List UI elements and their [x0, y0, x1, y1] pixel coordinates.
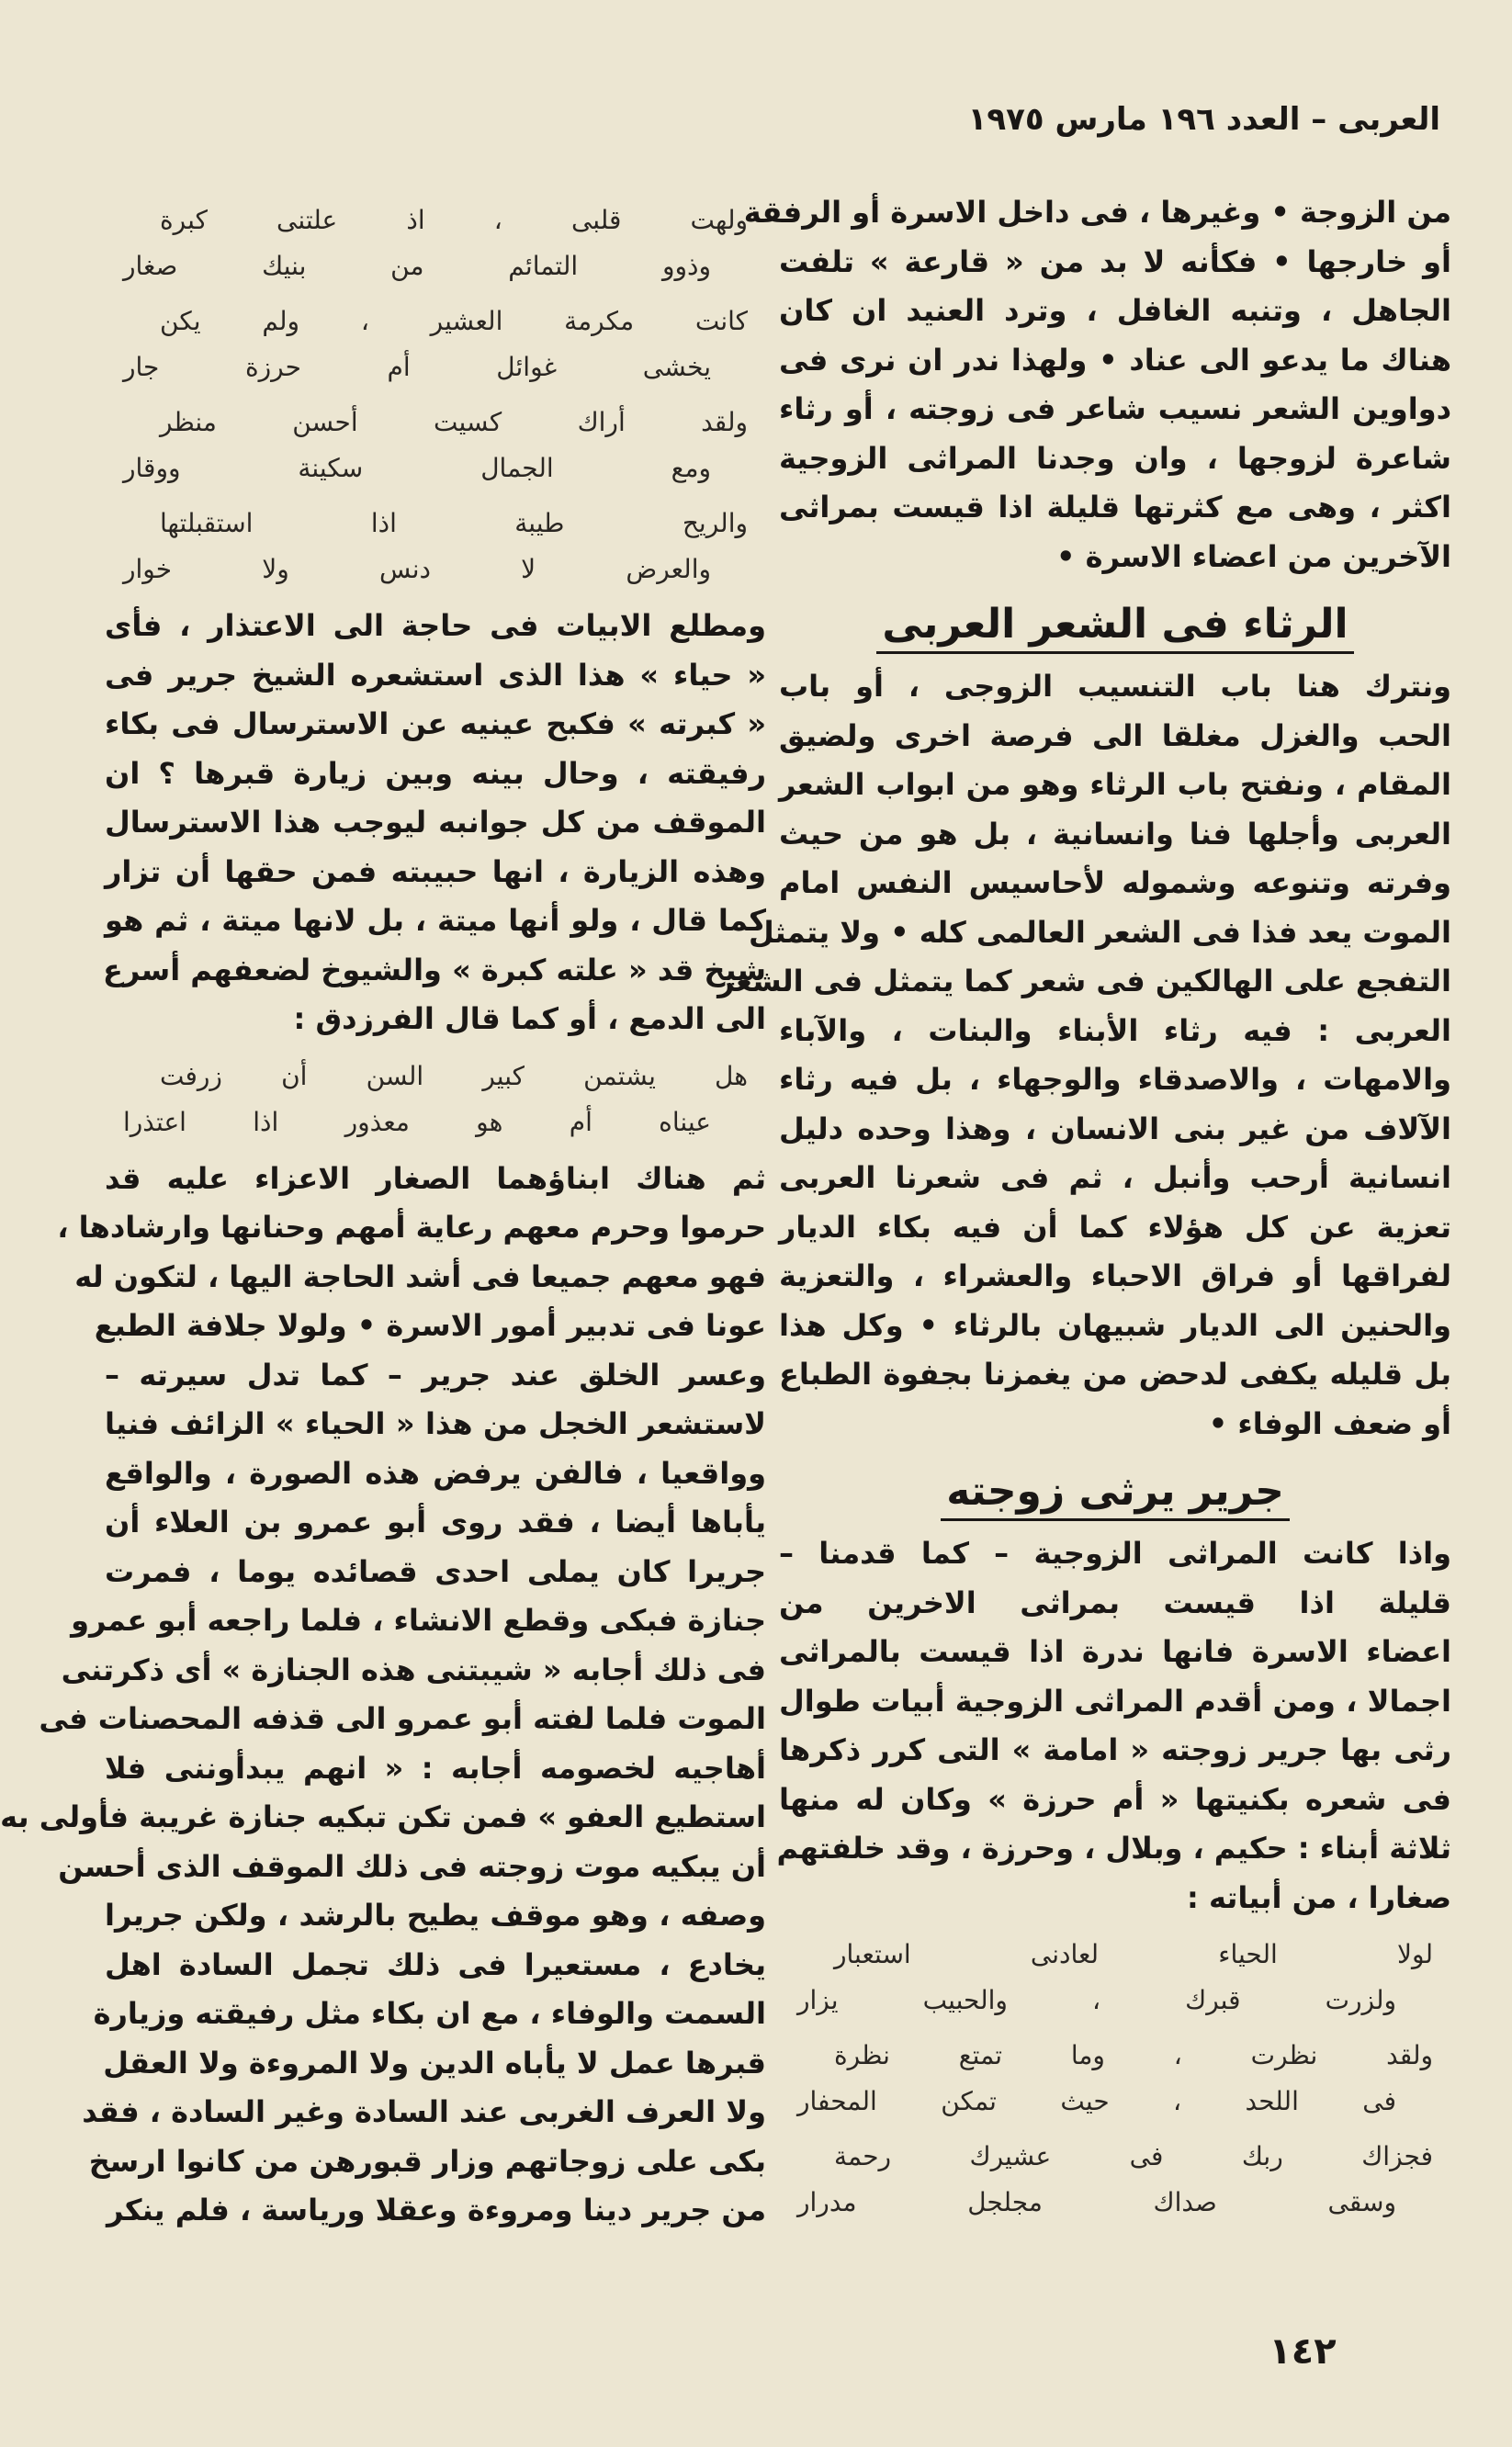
- verse-line: هل يشتمن كبير السن أن زرفت: [160, 1060, 748, 1091]
- text-line: التفجع على الهالكين فى شعر كما يتمثل فى الشعر: [717, 964, 1451, 998]
- text-line: شاعرة لزوجها ، وان وجدنا المراثى الزوجية: [779, 440, 1451, 476]
- text-line: ونترك هنا باب التنسيب الزوجى ، أو باب: [779, 669, 1451, 704]
- text-line: بل قليله يكفى لدحض من يغمزنا بجفوة الطباع: [779, 1357, 1451, 1392]
- text-line: فى شعره بكنيتها « أم حرزة » وكان له منها: [779, 1781, 1451, 1817]
- text-line: شيخ قد « علته كبرة » والشيوخ لضعفهم أسرع: [102, 952, 766, 987]
- text-line: المقام ، ونفتح باب الرثاء وهو من ابواب الشعر: [779, 767, 1451, 802]
- verse-line: كانت مكرمة العشير ، ولم يكن: [160, 306, 748, 336]
- text-line: الموت فلما لفته أبو عمرو الى قذفه المحصنات فى: [39, 1701, 766, 1736]
- text-line: يأباها أيضا ، فقد روى أبو عمرو بن العلاء أن: [105, 1505, 766, 1539]
- text-line: دواوين الشعر نسيب شاعر فى زوجته ، أو رثاء: [779, 391, 1451, 426]
- verse-line: لولا الحياء لعادنى استعبار: [834, 1939, 1433, 1969]
- elegy-paragraph: [717, 662, 1451, 1449]
- text-line: اعضاء الاسرة فانها ندرة اذا قيست بالمراثى: [779, 1634, 1451, 1669]
- running-header: العربى – العدد ١٩٦ مارس ١٩٧٥: [967, 101, 1440, 138]
- text-line: وصفه ، وهو موقف يطيح بالرشد ، ولكن جريرا: [105, 1898, 766, 1933]
- text-line: واذا كانت المراثى الزوجية – كما قدمنا –: [779, 1536, 1451, 1571]
- section-heading-elegy: [779, 592, 1451, 657]
- text-line: وعسر الخلق عند جرير – كما تدل سيرته –: [105, 1357, 766, 1393]
- right-column: [717, 188, 1451, 2235]
- text-line: هناك ما يدعو الى عناد • ولهذا ندر ان نرى فى: [779, 342, 1451, 378]
- text-line: « كبرته » فكبح عينيه عن الاسترسال فى بكاء: [105, 706, 766, 741]
- text-line: كما قال ، ولو أنها ميتة ، بل لانها ميتة ، ثم هو: [105, 903, 766, 938]
- poem-verses: [779, 1932, 1451, 2226]
- text-line: ومطلع الابيات فى حاجة الى الاعتذار ، فأى: [105, 608, 766, 643]
- text-line: الموت يعد فذا فى الشعر العالمى كله • ولا يتمثل: [748, 914, 1451, 950]
- verse-line: ولقد أراك كسيت أحسن منظر: [160, 407, 748, 437]
- text-line: ولا العرف الغربى عند السادة وغير السادة ، فقد: [82, 2094, 766, 2129]
- text-line: أو خارجها • فكأنه لا بد من « قارعة » تلفت: [779, 243, 1451, 279]
- text-line: بكى على زوجاتهم وزار قبورهن من كانوا ارسخ: [88, 2143, 766, 2179]
- text-line: أهاجيه لخصومه أجابه : « انهم يبدأوننى فلا: [105, 1750, 766, 1786]
- text-line: جنازة فبكى وقطع الانشاء ، فلما راجعه أبو عمرو: [71, 1603, 766, 1638]
- verse-line: عيناه أم هو معذور اذا اعتذرا: [123, 1106, 711, 1137]
- text-line: انسانية أرحب وأنبل ، ثم فى شعرنا العربى: [779, 1160, 1451, 1195]
- section-heading-elegy-text: الرثاء فى الشعر العربى: [876, 601, 1353, 654]
- text-line: استطيع العفو » فمن تكن تبكيه جنازة غريبة فأولى به: [0, 1799, 766, 1834]
- text-line: الى الدمع ، أو كما قال الفرزدق :: [293, 1001, 766, 1036]
- verse-line: ولهت قلبى ، اذ علتنى كبرة: [160, 205, 748, 235]
- verse-line: ولقد نظرت ، وما تمتع نظرة: [834, 2040, 1433, 2070]
- text-line: العربى : فيه رثاء الأبناء والبنات ، والآباء: [779, 1012, 1451, 1048]
- text-line: رفيقته ، وحال بينه وبين زيارة قبرها ؟ ان: [105, 755, 766, 791]
- text-line: عونا فى تدبير أمور الاسرة • ولولا جلافة الطبع: [94, 1308, 766, 1343]
- text-line: والامهات ، والاصدقاء والوجهاء ، بل فيه رثاء: [779, 1062, 1451, 1097]
- children-paragraph: [0, 1155, 766, 2236]
- text-line: رثى بها جرير زوجته « امامة » التى كرر ذكرها: [779, 1732, 1451, 1767]
- verse-line: ومع الجمال سكينة ووقار: [123, 453, 711, 483]
- text-line: اكثر ، وهى مع كثرتها قليلة اذا قيست بمراثى: [779, 490, 1451, 524]
- text-line: وهذه الزيارة ، انها حبيبته فمن حقها أن تزار: [105, 853, 766, 889]
- text-line: فى ذلك أجابه « شيبتنى هذه الجنازة » أى ذكرتنى: [61, 1652, 766, 1687]
- verse-line: وسقى صداك مجلجل مدرار: [797, 2187, 1396, 2217]
- text-line: قبرها عمل لا يأباه الدين ولا المروءة ولا العقل: [103, 2045, 766, 2081]
- verse-line: وذوو التمائم من بنيك صغار: [123, 251, 711, 281]
- intro-paragraph: [743, 188, 1451, 581]
- text-line: جريرا كان يملى احدى قصائده يوما ، فمرت: [105, 1553, 766, 1589]
- page-number: ١٤٢: [1269, 2330, 1337, 2373]
- text-line: الآلاف من غير بنى الانسان ، وهذا وحده دليل: [779, 1111, 1451, 1146]
- text-line: أن يبكيه موت زوجته فى ذلك الموقف الذى أحسن: [58, 1848, 766, 1884]
- text-line: والحنين الى الديار شبيهان بالرثاء • وكل هذا: [779, 1307, 1451, 1343]
- apology-paragraph: [102, 602, 766, 1044]
- left-column: [0, 188, 766, 2236]
- text-line: السمت والوفاء ، مع ان بكاء مثل رفيقته وزيارة: [93, 1996, 766, 2031]
- section-heading-jarir-text: جرير يرثى زوجته: [941, 1468, 1290, 1521]
- text-line: لفراقها أو فراق الاحباء والعشراء ، والتعزية: [779, 1258, 1451, 1293]
- text-line: من جرير دينا ومروءة وعقلا ورياسة ، فلم ينكر: [106, 2193, 766, 2227]
- text-line: يخادع ، مستعيرا فى ذلك تجمل السادة اهل: [105, 1946, 766, 1982]
- text-line: حرموا وحرم معهم رعاية أمهم وحنانها وارشادها ،: [57, 1210, 766, 1245]
- verse-line: فى اللحد ، حيث تمكن المحفار: [797, 2086, 1396, 2116]
- text-line: صغارا ، من أبياته :: [1187, 1879, 1451, 1915]
- verse-line: ولزرت قبرك ، والحبيب يزار: [797, 1985, 1396, 2015]
- text-line: اجمالا ، ومن أقدم المراثى الزوجية أبيات طوال: [779, 1683, 1451, 1719]
- verse-line: فجزاك ربك فى عشيرك رحمة: [834, 2141, 1433, 2171]
- text-line: فهو معهم جميعا فى أشد الحاجة اليها ، لتكون له: [74, 1258, 766, 1294]
- jarir-paragraph: [776, 1529, 1451, 1923]
- text-line: من الزوجة • وغيرها ، فى داخل الاسرة أو الرفقة: [743, 195, 1451, 230]
- text-line: العربى وأجلها فنا وانسانية ، بل هو من حيث: [779, 816, 1451, 851]
- verse-line: والعرض لا دنس ولا خوار: [123, 554, 711, 584]
- section-heading-jarir: [779, 1460, 1451, 1524]
- text-line: لاستشعر الخجل من هذا « الحياء » الزائف فنيا: [105, 1406, 766, 1441]
- poem-verses-continued: [105, 197, 766, 592]
- text-line: وواقعيا ، فالفن يرفض هذه الصورة ، والواقع: [105, 1455, 766, 1491]
- verse-line: يخشى غوائل أم حرزة جار: [123, 352, 711, 382]
- farazdaq-verse: [105, 1054, 766, 1145]
- text-line: الموقف من كل جوانبه ليوجب هذا الاسترسال: [105, 805, 766, 840]
- text-line: تعزية عن كل هؤلاء كما أن فيه بكاء الديار: [779, 1209, 1451, 1245]
- text-line: الحب والغزل مغلقا الى فرصة اخرى ولضيق: [779, 717, 1451, 753]
- text-line: الجاهل ، وتنبه الغافل ، وترد العنيد ان كان: [779, 293, 1451, 328]
- text-line: وفرته وتنوعه وشموله لأحاسيس النفس امام: [779, 865, 1451, 900]
- verse-line: والريح طيبة اذا استقبلتها: [160, 508, 748, 538]
- text-line: « حياء » هذا الذى استشعره الشيخ جرير فى: [105, 657, 766, 693]
- text-line: الآخرين من اعضاء الاسرة •: [1056, 538, 1451, 574]
- text-line: ثم هناك ابناؤهما الصغار الاعزاء عليه قد: [105, 1160, 766, 1196]
- text-line: أو ضعف الوفاء •: [1208, 1405, 1451, 1441]
- text-line: قليلة اذا قيست بمراثى الاخرين من: [779, 1584, 1451, 1620]
- text-line: ثلاثة أبناء : حكيم ، وبلال ، وحرزة ، وقد خلفتهم: [776, 1831, 1451, 1866]
